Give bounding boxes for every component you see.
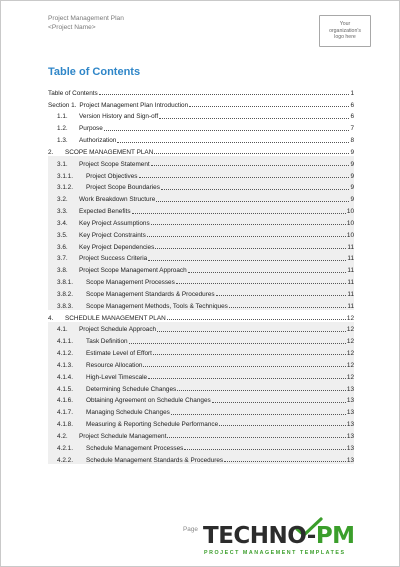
toc-entry-title: SCOPE MANAGEMENT PLAN [65,148,154,156]
toc-entry-title: Expected Benefits [79,208,131,216]
toc-entry-number: 3.8. [57,267,68,275]
toc-leader-dots [177,390,346,391]
toc-entry-title: Schedule Management Processes [86,444,184,452]
toc-entry-page: 6 [350,101,354,109]
toc-entry-title: Project Schedule Management [79,432,167,440]
toc-entry-number: 1.1. [57,113,68,121]
toc-entry-title: Determining Schedule Changes [86,385,177,393]
toc-leader-dots [171,414,346,415]
toc-entry-title: Purpose [79,125,103,133]
toc-entry-title: Project Scope Boundaries [86,184,160,192]
toc-entry-page: 6 [350,113,354,121]
toc-leader-dots [161,189,350,190]
toc-entry-page: 11 [347,279,354,287]
toc-leader-dots [148,378,346,379]
toc-entry[interactable] [48,168,354,180]
toc-entry[interactable] [48,262,354,274]
toc-entry[interactable] [48,251,354,263]
toc-entry[interactable] [48,215,354,227]
toc-entry-title: Project Management Plan Introduction [79,101,189,109]
toc-entry-page: 13 [346,456,354,464]
toc-entry[interactable] [48,191,354,203]
toc-entry-number: 3.2. [57,196,68,204]
toc-entry-number: 3.8.2. [57,290,73,298]
toc-entry[interactable] [48,345,354,357]
toc-entry-number: 2. [48,148,54,156]
brand-name-accent: PM [315,523,355,549]
toc-entry-number: 4. [48,314,54,322]
toc-entry-number: 4.1.4. [57,373,73,381]
toc-entry-title: Scope Management Methods, Tools & Techniques [86,302,228,310]
toc-entry[interactable] [48,357,354,369]
toc-entry[interactable] [48,416,354,428]
toc-heading: Table of Contents [48,66,141,78]
logo-placeholder [319,15,371,47]
toc-entry-page: 13 [346,421,354,429]
brand-name [203,523,355,549]
toc-entry[interactable] [48,310,354,322]
toc-entry-page: 9 [350,148,354,156]
toc-entry[interactable] [48,322,354,334]
toc-entry-title: Managing Schedule Changes [86,409,170,417]
toc-entry-title: Key Project Assumptions [79,219,150,227]
toc-entry-title: Key Project Dependencies [79,243,155,251]
toc-entry-title: Scope Management Processes [86,279,175,287]
toc-entry-title: Schedule Management Standards & Procedures [86,456,224,464]
toc-entry-number: 4.1.5. [57,385,73,393]
toc-entry-page: 11 [347,302,354,310]
toc-entry[interactable] [48,452,354,464]
toc-entry-number: 3.1. [57,160,68,168]
toc-entry-page: 9 [350,184,354,192]
toc-entry-page: 10 [346,208,354,216]
toc-leader-dots [153,354,346,355]
toc-entry-number: 3.8.3. [57,302,73,310]
toc-entry-page: 13 [346,397,354,405]
toc-leader-dots [117,142,349,143]
toc-entry-number: 3.7. [57,255,68,263]
toc-leader-dots [212,402,346,403]
toc-entry-number: 1.3. [57,137,68,145]
toc-entry-number: 3.3. [57,208,68,216]
toc-entry-title: Project Objectives [86,172,138,180]
toc-entry-page: 10 [346,219,354,227]
toc-entry-title: SCHEDULE MANAGEMENT PLAN [65,314,166,322]
toc-leader-dots [189,106,349,107]
toc-entry-title: Task Definition [86,338,128,346]
toc-entry-number: 3.1.1. [57,172,73,180]
toc-entry-page: 1 [350,89,354,97]
toc-leader-dots [184,449,346,450]
toc-entry-title: Scope Management Standards & Procedures [86,290,215,298]
toc-entry-page: 11 [347,243,354,251]
toc-entry-page: 12 [346,350,354,358]
toc-entry-number: 3.8.1. [57,279,73,287]
toc-entry-title: Resource Allocation [86,361,143,369]
brand-tagline: PROJECT MANAGEMENT TEMPLATES [204,550,346,556]
toc-entry-number: 4.1.2. [57,350,73,358]
toc-entry-page: 8 [350,137,354,145]
toc-entry-number: 4.1. [57,326,68,334]
toc-entry-page: 9 [350,172,354,180]
toc-entry-number: 4.1.3. [57,361,73,369]
toc-entry[interactable] [48,404,354,416]
toc-leader-dots [143,366,345,367]
toc-leader-dots [176,283,347,284]
toc-entry-page: 11 [347,290,354,298]
toc-entry-number: 4.2.2. [57,456,73,464]
toc-leader-dots [219,425,346,426]
toc-leader-dots [155,248,346,249]
toc-entry[interactable] [48,298,354,310]
toc-entry-page: 9 [350,196,354,204]
toc-entry-title: Project Scope Management Approach [79,267,187,275]
toc-entry-number: 4.1.7. [57,409,73,417]
toc-entry[interactable] [48,156,354,168]
toc-entry-page: 13 [346,409,354,417]
toc-entry-page: 13 [346,385,354,393]
toc-entry[interactable] [48,144,354,156]
toc-entry-page: 12 [346,361,354,369]
toc-entry[interactable] [48,180,354,192]
toc-entry[interactable] [48,85,354,97]
toc-entry-title: Key Project Constraints [79,231,146,239]
toc-entry[interactable] [48,120,354,132]
toc-entry-title: High-Level Timescale [86,373,148,381]
toc-leader-dots [99,94,350,95]
toc-entry-number: 4.2.1. [57,444,73,452]
toc-entry-number: 3.1.2. [57,184,73,192]
toc-entry-page: 12 [346,326,354,334]
logo-line: organization's [329,27,361,34]
toc-entry-page: 9 [350,160,354,168]
logo-line: Your [339,20,351,27]
toc-entry-page: 11 [347,267,354,275]
toc-entry[interactable] [48,274,354,286]
brand-name-main: TECHNO- [203,523,316,549]
toc-entry-number: 3.4. [57,219,68,227]
toc-leader-dots [139,177,350,178]
toc-entry-title: Obtaining Agreement on Schedule Changes [86,397,211,405]
toc-entry-page: 10 [346,231,354,239]
toc-entry-number: 1.2. [57,125,68,133]
toc-entry[interactable] [48,203,354,215]
toc-entry[interactable] [48,132,354,144]
toc-leader-dots [159,118,349,119]
toc-entry-page: 7 [350,125,354,133]
toc-entry-page: 12 [346,338,354,346]
toc-entry-title: Project Schedule Approach [79,326,157,334]
techno-pm-logo [203,523,391,563]
toc-entry-page: 13 [346,432,354,440]
toc-entry-page: 12 [346,373,354,381]
toc-entry[interactable] [48,381,354,393]
toc-leader-dots [216,295,347,296]
toc-leader-dots [229,307,346,308]
toc-entry-title: Project Success Criteria [79,255,148,263]
toc-entry-title: Estimate Level of Effort [86,350,152,358]
toc-entry[interactable] [48,239,354,251]
toc-leader-dots [147,236,346,237]
toc-entry[interactable] [48,97,354,109]
toc-entry[interactable] [48,369,354,381]
header-project-name: <Project Name> [48,24,96,31]
toc-entry-number: 4.1.1. [57,338,73,346]
toc-entry-page: 11 [347,255,354,263]
page-number-label: Page [183,526,198,533]
toc-entry[interactable] [48,109,354,121]
toc-leader-dots [104,130,350,131]
toc-entry[interactable] [48,440,354,452]
toc-entry-page: 12 [346,314,354,322]
toc-entry-number: 4.2. [57,432,68,440]
toc-entry-number: 3.5. [57,231,68,239]
toc-leader-dots [157,331,346,332]
toc-leader-dots [148,260,346,261]
toc-entry-number: 4.1.6. [57,397,73,405]
logo-line: logo here [334,34,356,41]
toc-leader-dots [151,224,346,225]
toc-leader-dots [132,213,346,214]
toc-entry-page: 13 [346,444,354,452]
toc-entry-number: Section 1. [48,101,77,109]
toc-entry-title: Version History and Sign-off [79,113,159,121]
toc-entry-title: Work Breakdown Structure [79,196,156,204]
toc-leader-dots [151,165,350,166]
toc-entry[interactable] [48,393,354,405]
toc-entry[interactable] [48,333,354,345]
toc-leader-dots [224,461,346,462]
toc-entry[interactable] [48,286,354,298]
header-title: Project Management Plan [48,15,124,22]
document-header [48,14,124,32]
toc-leader-dots [129,343,346,344]
toc-entry-title: Authorization [79,137,117,145]
toc-entry-title: Project Scope Statement [79,160,150,168]
toc-entry-number: 3.6. [57,243,68,251]
toc-entry-title: Measuring & Reporting Schedule Performance [86,421,219,429]
toc-entry-number: 4.1.8. [57,421,73,429]
toc-leader-dots [156,201,349,202]
toc-leader-dots [167,437,345,438]
toc-entry[interactable] [48,227,354,239]
toc-leader-dots [188,272,347,273]
toc-leader-dots [154,153,349,154]
toc-leader-dots [167,319,346,320]
toc-entry[interactable] [48,428,354,440]
table-of-contents [48,85,354,464]
toc-entry-title: Table of Contents [48,89,98,97]
